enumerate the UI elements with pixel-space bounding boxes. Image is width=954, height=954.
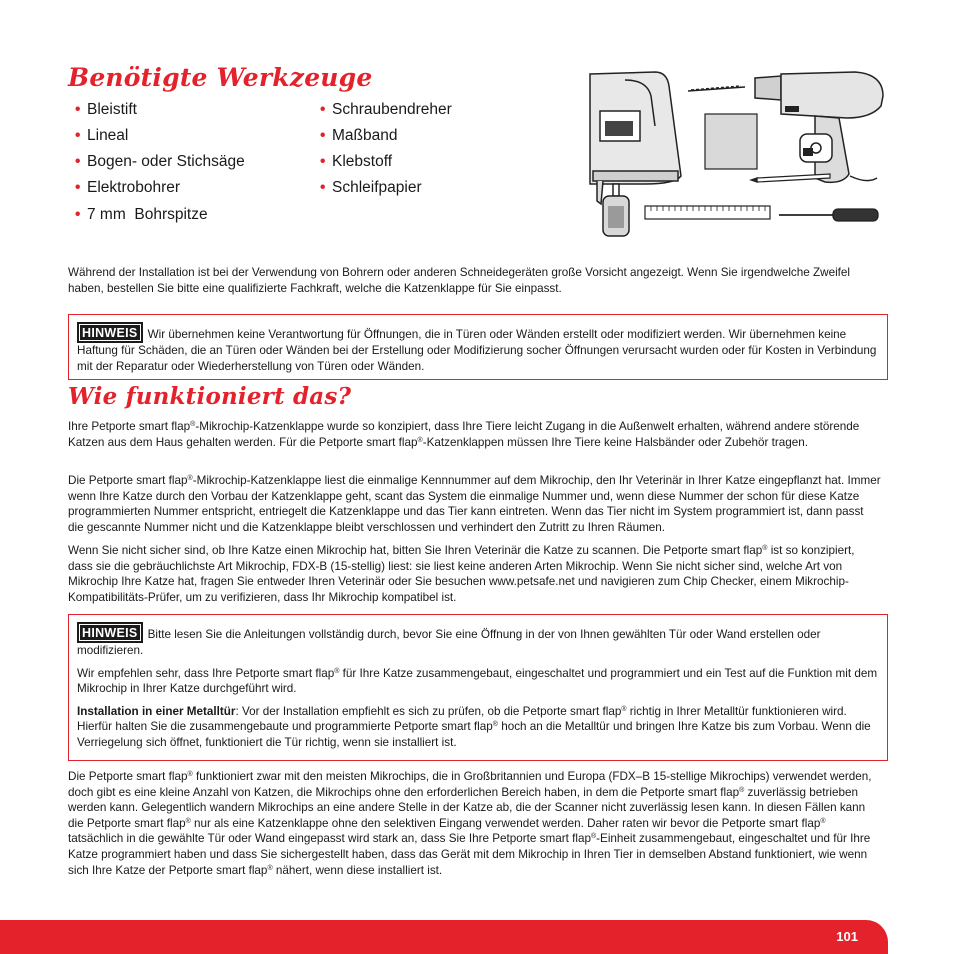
bullet-icon: •: [320, 153, 326, 170]
how-it-works-heading: Wie funktioniert das?: [68, 383, 352, 410]
bullet-icon: •: [75, 127, 81, 144]
bullet-icon: •: [320, 101, 326, 118]
tools-heading: Benötigte Werkzeuge: [68, 63, 373, 92]
how-paragraph-2: Die Petporte smart flap®-Mikrochip-Katzenklappe liest die einmalige Kennnummer auf dem Mikrochip, den Ihr Veterinär in Ihrer Katze eingepflanzt hat. Immer wenn Ihre Katze durch den Vorbau der Katzenklappe geht, scant das System die einmalige Nummer und, wenn diese Nummer der schon für diese Katze programmierten Nummer entspricht, entriegelt die Katzenklappe und das Tier kann eintreten. Wenn das Tier nicht im System programmiert ist, dann passt die gescannte Nummer nicht und die Katzenklappe bleibt verschlossen und verhindert den Zutritt zu Ihren Räumen.: [68, 474, 881, 534]
pencil-icon: [751, 174, 830, 182]
tools-illustration: [585, 66, 885, 242]
compatibility-paragraph: Die Petporte smart flap® funktioniert zwar mit den meisten Mikrochips, die in Großbritannien und Europa (FDX–B 15-stellige Mikrochips) verwendet werden, doch gibt es eine kleine Anzahl von Katzen, die Mikrochips ohne den erforderlichen Bereich haben, in dem die Petporte smart flap® zuverlässig betrieben werden kann. Gelegentlich wandern Mikrochips an eine andere Stelle in der Katze ab, die der Scanner nicht zuverlässig lesen kann. In diesen Fällen kann die Petporte smart flap® nur als eine Katzenklappe ohne den selektiven Eingang verwendet werden. Daher raten wir bevor die Petporte smart flap® tatsächlich in die gewählte Tür oder Wand eingepasst wird stark an, dass Sie Ihre Petporte smart flap®-Einheit zusammengebaut, eingeschaltet und für Ihre Katze programmiert haben und dass Sie sichergestellt haben, dass das Gerät mit dem Mikrochip in Ihren Tier in demselben Abstand funktioniert, wie wenn sich Ihre Katze der Petporte smart flap® nähert, wenn diese installiert ist.: [68, 770, 872, 877]
bullet-icon: •: [320, 127, 326, 144]
list-item: • Schleifpapier: [320, 175, 452, 201]
page-number: 101: [836, 929, 858, 944]
note-text-metal-door: Installation in einer Metalltür: Vor der Installation empfiehlt es sich zu prüfen, ob die Petporte smart flap® richtig in Ihrer Metalltür funktionieren wird. Hierfür halten Sie die zusammengebaute und programmierte Petporte smart flap® hoch an die Metalltür und bringen Ihre Katze bis zum Vorbau. Wenn die Verriegelung sich öffnet, funktioniert die Tür richtig, wenn sie installiert ist.: [77, 704, 871, 749]
how-paragraph-1: Ihre Petporte smart flap®-Mikrochip-Katzenklappe wurde so konzipiert, dass Ihre Tiere leicht Zugang in die Außenwelt erhalten, während andere störende Katzen aus dem Haus gehalten werden. Für die Petporte smart flap®-Katzenklappen müssen Ihre Tiere keine Halsbänder oder Zubehör tragen.: [68, 420, 860, 449]
bullet-icon: •: [75, 206, 81, 223]
bullet-icon: •: [75, 101, 81, 118]
note-box-liability: [68, 314, 888, 380]
ruler-icon: [645, 206, 770, 219]
list-item: • Bleistift: [75, 97, 245, 123]
list-item: • Bogen- oder Stichsäge: [75, 149, 245, 175]
screwdriver-icon: [779, 209, 878, 221]
note-text: HINWEIS Bitte lesen Sie die Anleitungen vollständig durch, bevor Sie eine Öffnung in der von Ihnen gewählten Tür oder Wand erstellen oder modifizieren.: [77, 622, 879, 659]
how-paragraph-3: Wenn Sie nicht sicher sind, ob Ihre Katze einen Mikrochip hat, bitten Sie Ihren Veterinär die Katze zu scannen. Die Petporte smart flap® ist so konzipiert, dass sie die gebräuchlichste Art Mikrochip, FDX-B (15-stellig) liest: sie liest keine anderen Arten Mikrochip. Wenn Sie nicht sicher sind, welche Art von Mikrochip Ihre Katze hat, fragen Sie entweder Ihren Veterinär oder Sie besuchen www.petsafe.net und navigieren zum Chip Checker, einem Mikrochip-Kompatibilitäts-Prüfer, um zu verifizieren, dass Ihr Mikrochip kompatibel ist.: [68, 544, 855, 604]
bullet-icon: •: [75, 153, 81, 170]
list-item: • 7 mm Bohrspitze: [75, 202, 245, 228]
hinweis-badge: HINWEIS: [77, 322, 143, 343]
list-item: • Klebstoff: [320, 149, 452, 175]
jigsaw-icon: [590, 72, 681, 204]
tools-list-right: [320, 97, 452, 201]
sandpaper-icon: [705, 114, 757, 169]
list-item: • Schraubendreher: [320, 97, 452, 123]
note-text: Wir empfehlen sehr, dass Ihre Petporte smart flap® für Ihre Katze zusammengebaut, eingeschaltet und programmiert und ein Test auf die Funktion mit dem Mikrochip in Ihrer Katze durchgeführt wird.: [77, 666, 878, 696]
bullet-icon: •: [320, 179, 326, 196]
bullet-icon: •: [75, 179, 81, 196]
list-item: • Elektrobohrer: [75, 175, 245, 201]
tools-list-left: [75, 97, 245, 228]
note-box-instructions: [68, 614, 888, 761]
note-text: HINWEIS Wir übernehmen keine Verantwortung für Öffnungen, die in Türen oder Wänden erstellt oder modifiziert werden. Wir übernehmen keine Haftung für Schäden, die an Türen oder Wänden bei der Erstellung oder Modifizierung socher Öffnungen verursacht wurden oder für Kosten in Verbindung mit der Reparatur oder Wiederherstellung von Türen oder Wänden.: [77, 322, 879, 374]
footer-bar: [0, 920, 888, 954]
measuring-tape-icon: [800, 134, 832, 162]
hinweis-badge: HINWEIS: [77, 622, 143, 643]
safety-warning: Während der Installation ist bei der Verwendung von Bohrern oder anderen Schneidegeräten große Vorsicht angezeigt. Wenn Sie irgendwelche Zweifel haben, bestellen Sie bitte eine qualifizierte Fachkraft, welche die Katzenklappe für Sie einpasst.: [68, 266, 851, 295]
glue-bottle-icon: [603, 184, 629, 236]
drill-bit-icon: [688, 86, 745, 91]
list-item: • Maßband: [320, 123, 452, 149]
list-item: • Lineal: [75, 123, 245, 149]
electric-drill-icon: [755, 72, 883, 182]
